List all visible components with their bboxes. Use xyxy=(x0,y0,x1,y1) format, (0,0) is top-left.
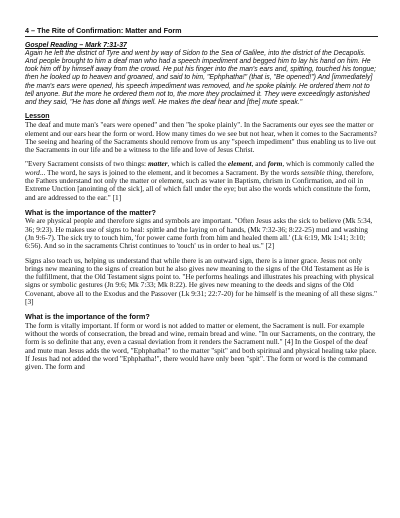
heading-divider xyxy=(25,36,378,37)
quote-part: , which is commonly called the xyxy=(282,159,375,169)
lesson-label: Lesson xyxy=(25,112,50,120)
quote-part: , which is called the xyxy=(167,159,228,169)
lesson-text: The deaf and mute man's "ears were opened" and then "he spoke plainly". In the Sacraments our eyes see the matter or element and our ears hear the form or word. How many times do we see but not hear, when it comes to the Sacraments? The seeing and hearing of the Sacraments should remove from us any "speech impediment" thus enabling us to live out the Sacraments in our life and be a witness to the life and love of Jesus Christ. xyxy=(25,120,377,155)
matter-paragraph-2: Signs also teach us, helping us understand that while there is an outward sign, there is a inner grace. Jesus not only brings new meaning to the signs of creation but he also gives new meaning to the signs of the Old Testament as He is the fulfillment, that the Old Testament signs point to. "He performs healings and illustrates his preaching with physical signs or symbolic gestures (Jn 9:6; Mk 7:33; Mk 8:22). He gives new meaning to the deeds and signs of the Old Covenant, above all to the Exodus and the Passover (Lk 9:31; 22:7-20) for he himself is the meaning of all these signs." [3] xyxy=(25,255,377,307)
matter-paragraph-1: We are physical people and therefore signs and symbols are important. "Often Jesus asks the sick to believe (Mk 5:34, 36; 9:23). He makes use of signs to heal: spittle and the laying on of hands, (Mk 7:32-36; 8:22-25) mud and washing (Jn 9:6-7). The sick try to touch him, 'for power came forth from him and healed them all.' (Lk 6:19, Mk 1:41; 3:10; 6:56). And so in the sacraments Christ continues to 'touch' us in order to heal us." [2] xyxy=(25,216,373,251)
gospel-reading-label: Gospel Reading – Mark 7:31-37 xyxy=(25,42,127,49)
quote-part: , and xyxy=(251,159,268,169)
document-page xyxy=(25,26,378,372)
gospel-reading-text: Again he left the district of Tyre and went by way of Sidon to the Sea of Galilee, into the district of the Decapolis. And people brought to him a deaf man who had a speech impediment and begged him to lay his hand on him. He took him off by himself away from the crowd. He put his finger into the man's ears and, spitting, touched his tongue; then he looked up to heaven and groaned, and said to him, "Ephphatha!" (that is, "Be opened!") And [immediately] the man's ears were opened, his speech impediment was removed, and he spoke plainly. He ordered them not to tell anyone. But the more he ordered them not to, the more they proclaimed it. They were exceedingly astonished and they said, "He has done all things well. He makes the deaf hear and [the] mute speak." xyxy=(25,50,377,106)
form-section-title: What is the importance of the form? xyxy=(25,312,150,322)
quote-part: "Every Sacrament consists of two things: xyxy=(25,159,148,169)
quote-word-word: word xyxy=(25,167,40,177)
quote-part: ... The word, he says is joined to the element, and it becomes a Sacrament. By the words xyxy=(39,167,302,177)
quote-element-word: element xyxy=(227,159,252,169)
quote-sensible-word: sensible thing xyxy=(301,167,342,177)
matter-section-title: What is the importance of the matter? xyxy=(25,207,156,217)
quote-part: , therefore, the Fathers understand not only the matter or element, such as water in Baptism, chrism in Confirmation, and oil in Extreme Unction [anointing of the sick], all of which fall under the eye; but also the words which constitute the form, and are addressed to the ear." [1] xyxy=(25,167,374,202)
quote-matter-word: matter xyxy=(147,159,168,169)
quote-form-word: form xyxy=(267,159,283,169)
form-paragraph-1: The form is vitally important. If form or word is not added to matter or element, the Sacrament is null. For example without the words of consecration, the bread and wine, remain bread and wine. "In our Sacraments, on the contrary, the form is so definite that any, even a casual deviation from it renders the Sacrament null." [4] In the Gospel of the deaf and mute man Jesus adds the word, "Ephphatha!" to the matter "spit" and both spiritual and physical healing take place. If Jesus had not added the word "Ephphatha!", there would have only been "spit". The form or word is the command given. The form and xyxy=(25,320,377,372)
page-heading: 4 – The Rite of Confirmation: Matter and Form xyxy=(25,26,182,35)
sacrament-quote xyxy=(25,160,378,201)
